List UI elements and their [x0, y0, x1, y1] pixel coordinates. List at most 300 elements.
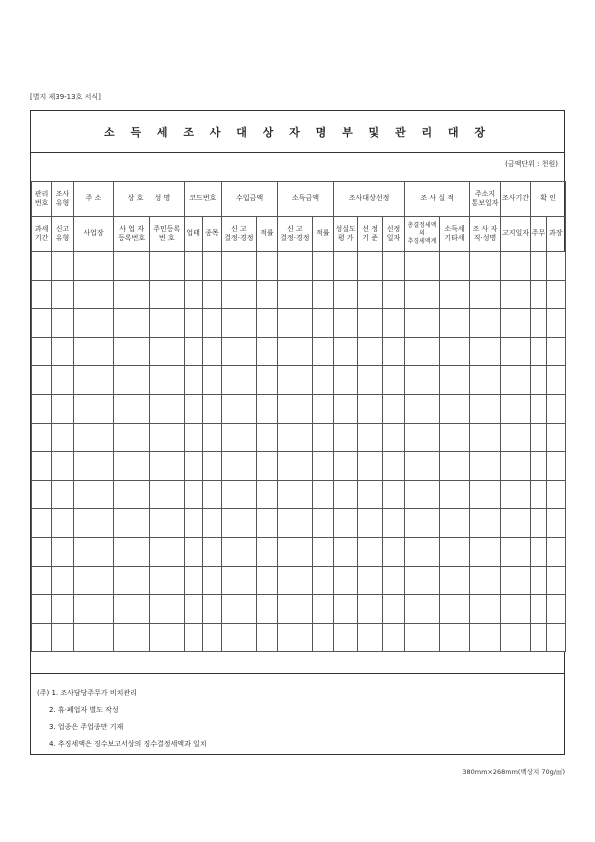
entry-cell[interactable]: [333, 309, 357, 338]
entry-cell[interactable]: [278, 509, 313, 538]
entry-cell[interactable]: [470, 537, 501, 566]
entry-cell[interactable]: [382, 566, 404, 595]
entry-cell[interactable]: [149, 623, 184, 652]
entry-cell[interactable]: [546, 423, 565, 452]
entry-cell[interactable]: [202, 537, 221, 566]
entry-cell[interactable]: [202, 337, 221, 366]
entry-cell[interactable]: [500, 337, 531, 366]
entry-cell[interactable]: [256, 309, 277, 338]
entry-cell[interactable]: [222, 309, 257, 338]
entry-cell[interactable]: [546, 623, 565, 652]
entry-cell[interactable]: [382, 280, 404, 309]
table-row: [32, 337, 566, 366]
entry-cell[interactable]: [202, 366, 221, 395]
entry-cell[interactable]: [531, 537, 546, 566]
entry-cell[interactable]: [184, 595, 202, 624]
entry-cell[interactable]: [202, 280, 221, 309]
entry-cell[interactable]: [73, 366, 114, 395]
entry-cell[interactable]: [382, 509, 404, 538]
entry-cell[interactable]: [358, 509, 382, 538]
entry-cell[interactable]: [470, 309, 501, 338]
entry-cell[interactable]: [312, 623, 333, 652]
entry-cell[interactable]: [256, 280, 277, 309]
entry-cell[interactable]: [52, 280, 73, 309]
entry-cell[interactable]: [32, 366, 52, 395]
entry-cell[interactable]: [405, 252, 440, 281]
entry-cell[interactable]: [382, 337, 404, 366]
entry-cell[interactable]: [312, 537, 333, 566]
entry-cell[interactable]: [546, 337, 565, 366]
entry-cell[interactable]: [184, 252, 202, 281]
header-chief: 주무: [531, 217, 546, 252]
entry-cell[interactable]: [222, 623, 257, 652]
entry-cell[interactable]: [382, 366, 404, 395]
entry-cell[interactable]: [184, 309, 202, 338]
entry-cell[interactable]: [405, 509, 440, 538]
entry-cell[interactable]: [531, 394, 546, 423]
entry-cell[interactable]: [202, 252, 221, 281]
entry-cell[interactable]: [256, 394, 277, 423]
entry-cell[interactable]: [470, 366, 501, 395]
entry-cell[interactable]: [32, 309, 52, 338]
entry-cell[interactable]: [405, 623, 440, 652]
entry-cell[interactable]: [439, 595, 470, 624]
entry-cell[interactable]: [546, 537, 565, 566]
entry-cell[interactable]: [73, 394, 114, 423]
entry-cell[interactable]: [114, 595, 150, 624]
entry-cell[interactable]: [531, 452, 546, 481]
entry-cell[interactable]: [278, 566, 313, 595]
header-period: 조사기간: [500, 182, 531, 217]
entry-cell[interactable]: [439, 252, 470, 281]
entry-cell[interactable]: [333, 423, 357, 452]
entry-cell[interactable]: [256, 366, 277, 395]
entry-cell[interactable]: [52, 252, 73, 281]
entry-cell[interactable]: [531, 280, 546, 309]
entry-cell[interactable]: [73, 337, 114, 366]
entry-cell[interactable]: [333, 280, 357, 309]
entry-cell[interactable]: [405, 480, 440, 509]
entry-cell[interactable]: [439, 366, 470, 395]
entry-cell[interactable]: [358, 480, 382, 509]
entry-cell[interactable]: [222, 452, 257, 481]
entry-cell[interactable]: [114, 509, 150, 538]
entry-cell[interactable]: [32, 252, 52, 281]
entry-cell[interactable]: [222, 537, 257, 566]
entry-cell[interactable]: [202, 452, 221, 481]
entry-cell[interactable]: [184, 480, 202, 509]
entry-cell[interactable]: [256, 423, 277, 452]
entry-cell[interactable]: [531, 480, 546, 509]
entry-cell[interactable]: [358, 452, 382, 481]
entry-cell[interactable]: [333, 337, 357, 366]
entry-cell[interactable]: [202, 309, 221, 338]
entry-cell[interactable]: [470, 480, 501, 509]
entry-cell[interactable]: [358, 366, 382, 395]
entry-cell[interactable]: [500, 509, 531, 538]
entry-cell[interactable]: [32, 595, 52, 624]
entry-cell[interactable]: [202, 480, 221, 509]
entry-cell[interactable]: [358, 423, 382, 452]
entry-cell[interactable]: [312, 309, 333, 338]
table-row: [32, 452, 566, 481]
entry-cell[interactable]: [531, 423, 546, 452]
entry-cell[interactable]: [531, 337, 546, 366]
entry-cell[interactable]: [439, 566, 470, 595]
entry-cell[interactable]: [32, 566, 52, 595]
form-title: 소 득 세 조 사 대 상 자 명 부 및 관 리 대 장: [31, 111, 564, 153]
entry-cell[interactable]: [149, 280, 184, 309]
entry-cell[interactable]: [470, 394, 501, 423]
entry-cell[interactable]: [470, 452, 501, 481]
entry-cell[interactable]: [382, 394, 404, 423]
entry-cell[interactable]: [222, 480, 257, 509]
entry-cell[interactable]: [500, 423, 531, 452]
entry-cell[interactable]: [358, 537, 382, 566]
entry-cell[interactable]: [114, 452, 150, 481]
entry-cell[interactable]: [32, 337, 52, 366]
entry-cell[interactable]: [73, 423, 114, 452]
entry-cell[interactable]: [149, 537, 184, 566]
entry-cell[interactable]: [114, 280, 150, 309]
header-income: 수입금액: [222, 182, 278, 217]
note-line: 2. 휴·폐업자 별도 작성: [49, 706, 119, 714]
entry-cell[interactable]: [184, 452, 202, 481]
entry-cell[interactable]: [382, 623, 404, 652]
entry-cell[interactable]: [405, 309, 440, 338]
entry-cell[interactable]: [114, 309, 150, 338]
entry-cell[interactable]: [546, 452, 565, 481]
entry-cell[interactable]: [73, 252, 114, 281]
entry-cell[interactable]: [222, 509, 257, 538]
entry-cell[interactable]: [114, 623, 150, 652]
entry-cell[interactable]: [256, 252, 277, 281]
table-row: [32, 566, 566, 595]
entry-cell[interactable]: [546, 595, 565, 624]
table-row: [32, 480, 566, 509]
header-other-tax: 소득세 기타세: [439, 217, 470, 252]
entry-cell[interactable]: [256, 509, 277, 538]
entry-cell[interactable]: [546, 309, 565, 338]
entry-cell[interactable]: [149, 566, 184, 595]
entry-cell[interactable]: [312, 252, 333, 281]
entry-cell[interactable]: [114, 366, 150, 395]
entry-cell[interactable]: [278, 366, 313, 395]
entry-cell[interactable]: [73, 623, 114, 652]
entry-cell[interactable]: [278, 309, 313, 338]
entry-cell[interactable]: [312, 566, 333, 595]
entry-cell[interactable]: [546, 394, 565, 423]
entry-cell[interactable]: [184, 623, 202, 652]
entry-cell[interactable]: [202, 566, 221, 595]
entry-cell[interactable]: [52, 337, 73, 366]
table-row: [32, 309, 566, 338]
entry-cell[interactable]: [531, 595, 546, 624]
entry-cell[interactable]: [149, 480, 184, 509]
entry-cell[interactable]: [202, 394, 221, 423]
entry-cell[interactable]: [222, 280, 257, 309]
entry-cell[interactable]: [222, 566, 257, 595]
entry-cell[interactable]: [52, 623, 73, 652]
entry-cell[interactable]: [73, 280, 114, 309]
entry-cell[interactable]: [546, 480, 565, 509]
entry-cell[interactable]: [278, 394, 313, 423]
entry-cell[interactable]: [439, 537, 470, 566]
entry-cell[interactable]: [114, 537, 150, 566]
entry-cell[interactable]: [73, 595, 114, 624]
entry-cell[interactable]: [531, 366, 546, 395]
entry-cell[interactable]: [184, 337, 202, 366]
note-line: (주) 1. 조사담당주무가 비치관리: [37, 689, 137, 697]
entry-cell[interactable]: [184, 423, 202, 452]
entry-cell[interactable]: [73, 566, 114, 595]
entry-cell[interactable]: [312, 509, 333, 538]
entry-cell[interactable]: [312, 337, 333, 366]
entry-cell[interactable]: [222, 595, 257, 624]
entry-cell[interactable]: [333, 537, 357, 566]
entry-cell[interactable]: [278, 537, 313, 566]
entry-cell[interactable]: [32, 394, 52, 423]
entry-cell[interactable]: [358, 280, 382, 309]
entry-cell[interactable]: [149, 394, 184, 423]
entry-cell[interactable]: [278, 337, 313, 366]
entry-cell[interactable]: [382, 252, 404, 281]
entry-cell[interactable]: [333, 480, 357, 509]
entry-cell[interactable]: [256, 537, 277, 566]
entry-cell[interactable]: [500, 623, 531, 652]
entry-cell[interactable]: [256, 452, 277, 481]
entry-cell[interactable]: [202, 623, 221, 652]
entry-cell[interactable]: [149, 509, 184, 538]
entry-cell[interactable]: [439, 337, 470, 366]
entry-cell[interactable]: [256, 566, 277, 595]
entry-cell[interactable]: [278, 423, 313, 452]
entry-cell[interactable]: [333, 566, 357, 595]
entry-cell[interactable]: [32, 423, 52, 452]
table-row: [32, 366, 566, 395]
entry-cell[interactable]: [531, 566, 546, 595]
entry-cell[interactable]: [358, 394, 382, 423]
entry-cell[interactable]: [382, 595, 404, 624]
entry-cell[interactable]: [184, 509, 202, 538]
entry-cell[interactable]: [184, 280, 202, 309]
entry-cell[interactable]: [149, 309, 184, 338]
entry-cell[interactable]: [149, 366, 184, 395]
entry-cell[interactable]: [312, 366, 333, 395]
entry-cell[interactable]: [114, 423, 150, 452]
entry-cell[interactable]: [32, 537, 52, 566]
entry-cell[interactable]: [114, 252, 150, 281]
entry-cell[interactable]: [278, 252, 313, 281]
entry-cell[interactable]: [32, 623, 52, 652]
entry-cell[interactable]: [439, 480, 470, 509]
entry-cell[interactable]: [358, 623, 382, 652]
header-sel-criteria: 선 정 기 준: [358, 217, 382, 252]
entry-cell[interactable]: [52, 366, 73, 395]
entry-cell[interactable]: [470, 623, 501, 652]
entry-cell[interactable]: [405, 595, 440, 624]
entry-cell[interactable]: [546, 509, 565, 538]
entry-cell[interactable]: [73, 509, 114, 538]
entry-cell[interactable]: [546, 566, 565, 595]
entry-cell[interactable]: [500, 566, 531, 595]
entry-cell[interactable]: [405, 366, 440, 395]
entry-cell[interactable]: [256, 337, 277, 366]
entry-cell[interactable]: [382, 537, 404, 566]
entry-cell[interactable]: [500, 595, 531, 624]
entry-cell[interactable]: [333, 623, 357, 652]
entry-cell[interactable]: [278, 452, 313, 481]
entry-cell[interactable]: [405, 566, 440, 595]
entry-cell[interactable]: [149, 423, 184, 452]
entry-cell[interactable]: [52, 566, 73, 595]
entry-cell[interactable]: [312, 423, 333, 452]
entry-cell[interactable]: [439, 394, 470, 423]
entry-cell[interactable]: [149, 595, 184, 624]
entry-cell[interactable]: [531, 509, 546, 538]
entry-cell[interactable]: [470, 509, 501, 538]
entry-cell[interactable]: [149, 252, 184, 281]
entry-cell[interactable]: [470, 423, 501, 452]
entry-cell[interactable]: [405, 337, 440, 366]
entry-cell[interactable]: [333, 366, 357, 395]
entry-cell[interactable]: [73, 537, 114, 566]
entry-cell[interactable]: [184, 537, 202, 566]
entry-cell[interactable]: [333, 252, 357, 281]
entry-cell[interactable]: [114, 566, 150, 595]
entry-cell[interactable]: [312, 394, 333, 423]
entry-cell[interactable]: [278, 280, 313, 309]
entry-cell[interactable]: [546, 366, 565, 395]
entry-cell[interactable]: [278, 480, 313, 509]
entry-cell[interactable]: [32, 509, 52, 538]
entry-cell[interactable]: [439, 309, 470, 338]
entry-cell[interactable]: [358, 252, 382, 281]
entry-cell[interactable]: [222, 366, 257, 395]
entry-cell[interactable]: [52, 595, 73, 624]
entry-cell[interactable]: [405, 394, 440, 423]
entry-cell[interactable]: [531, 309, 546, 338]
entry-cell[interactable]: [278, 595, 313, 624]
entry-cell[interactable]: [500, 366, 531, 395]
entry-cell[interactable]: [500, 480, 531, 509]
entry-cell[interactable]: [256, 480, 277, 509]
entry-cell[interactable]: [256, 623, 277, 652]
entry-cell[interactable]: [114, 394, 150, 423]
entry-cell[interactable]: [312, 480, 333, 509]
entry-cell[interactable]: [500, 452, 531, 481]
entry-cell[interactable]: [333, 595, 357, 624]
entry-cell[interactable]: [405, 423, 440, 452]
entry-cell[interactable]: [184, 394, 202, 423]
entry-cell[interactable]: [382, 480, 404, 509]
entry-cell[interactable]: [333, 452, 357, 481]
entry-cell[interactable]: [500, 537, 531, 566]
entry-cell[interactable]: [312, 280, 333, 309]
entry-cell[interactable]: [32, 452, 52, 481]
entry-cell[interactable]: [470, 595, 501, 624]
entry-cell[interactable]: [358, 309, 382, 338]
table-row: [32, 423, 566, 452]
entry-cell[interactable]: [500, 252, 531, 281]
entry-cell[interactable]: [531, 623, 546, 652]
entry-cell[interactable]: [500, 309, 531, 338]
header-results: 조 사 실 적: [405, 182, 470, 217]
entry-cell[interactable]: [52, 309, 73, 338]
entry-cell[interactable]: [202, 423, 221, 452]
entry-cell[interactable]: [184, 566, 202, 595]
table-row: [32, 280, 566, 309]
entry-cell[interactable]: [52, 394, 73, 423]
entry-cell[interactable]: [202, 595, 221, 624]
entry-cell[interactable]: [546, 252, 565, 281]
entry-cell[interactable]: [32, 480, 52, 509]
entry-cell[interactable]: [52, 509, 73, 538]
entry-cell[interactable]: [405, 537, 440, 566]
entry-cell[interactable]: [278, 623, 313, 652]
entry-cell[interactable]: [439, 423, 470, 452]
entry-cell[interactable]: [470, 337, 501, 366]
entry-cell[interactable]: [149, 452, 184, 481]
entry-cell[interactable]: [439, 509, 470, 538]
entry-cell[interactable]: [222, 337, 257, 366]
entry-cell[interactable]: [439, 623, 470, 652]
entry-cell[interactable]: [222, 394, 257, 423]
entry-cell[interactable]: [202, 509, 221, 538]
entry-cell[interactable]: [312, 595, 333, 624]
entry-cell[interactable]: [382, 423, 404, 452]
entry-cell[interactable]: [470, 566, 501, 595]
entry-cell[interactable]: [500, 394, 531, 423]
entry-cell[interactable]: [358, 337, 382, 366]
entry-cell[interactable]: [184, 366, 202, 395]
entry-cell[interactable]: [405, 280, 440, 309]
entry-cell[interactable]: [73, 309, 114, 338]
entry-cell[interactable]: [52, 423, 73, 452]
entry-cell[interactable]: [382, 452, 404, 481]
entry-cell[interactable]: [358, 595, 382, 624]
entry-cell[interactable]: [312, 452, 333, 481]
entry-cell[interactable]: [470, 280, 501, 309]
entry-cell[interactable]: [114, 337, 150, 366]
entry-cell[interactable]: [256, 595, 277, 624]
entry-cell[interactable]: [500, 280, 531, 309]
entry-cell[interactable]: [382, 309, 404, 338]
header-confirm: 확 인: [531, 182, 566, 217]
entry-cell[interactable]: [73, 480, 114, 509]
entry-cell[interactable]: [439, 452, 470, 481]
entry-cell[interactable]: [333, 394, 357, 423]
entry-cell[interactable]: [531, 252, 546, 281]
entry-cell[interactable]: [358, 566, 382, 595]
entry-cell[interactable]: [405, 452, 440, 481]
entry-cell[interactable]: [52, 537, 73, 566]
entry-cell[interactable]: [546, 280, 565, 309]
entry-cell[interactable]: [222, 252, 257, 281]
entry-cell[interactable]: [470, 252, 501, 281]
entry-cell[interactable]: [114, 480, 150, 509]
header-code: 코드번호: [184, 182, 222, 217]
entry-cell[interactable]: [52, 452, 73, 481]
entry-cell[interactable]: [73, 452, 114, 481]
entry-cell[interactable]: [32, 280, 52, 309]
entry-cell[interactable]: [333, 509, 357, 538]
entry-cell[interactable]: [439, 280, 470, 309]
note-line: 4. 추징세액은 징수보고서상의 징수결정세액과 일치: [49, 740, 207, 748]
entry-cell[interactable]: [222, 423, 257, 452]
entry-cell[interactable]: [52, 480, 73, 509]
entry-cell[interactable]: [149, 337, 184, 366]
